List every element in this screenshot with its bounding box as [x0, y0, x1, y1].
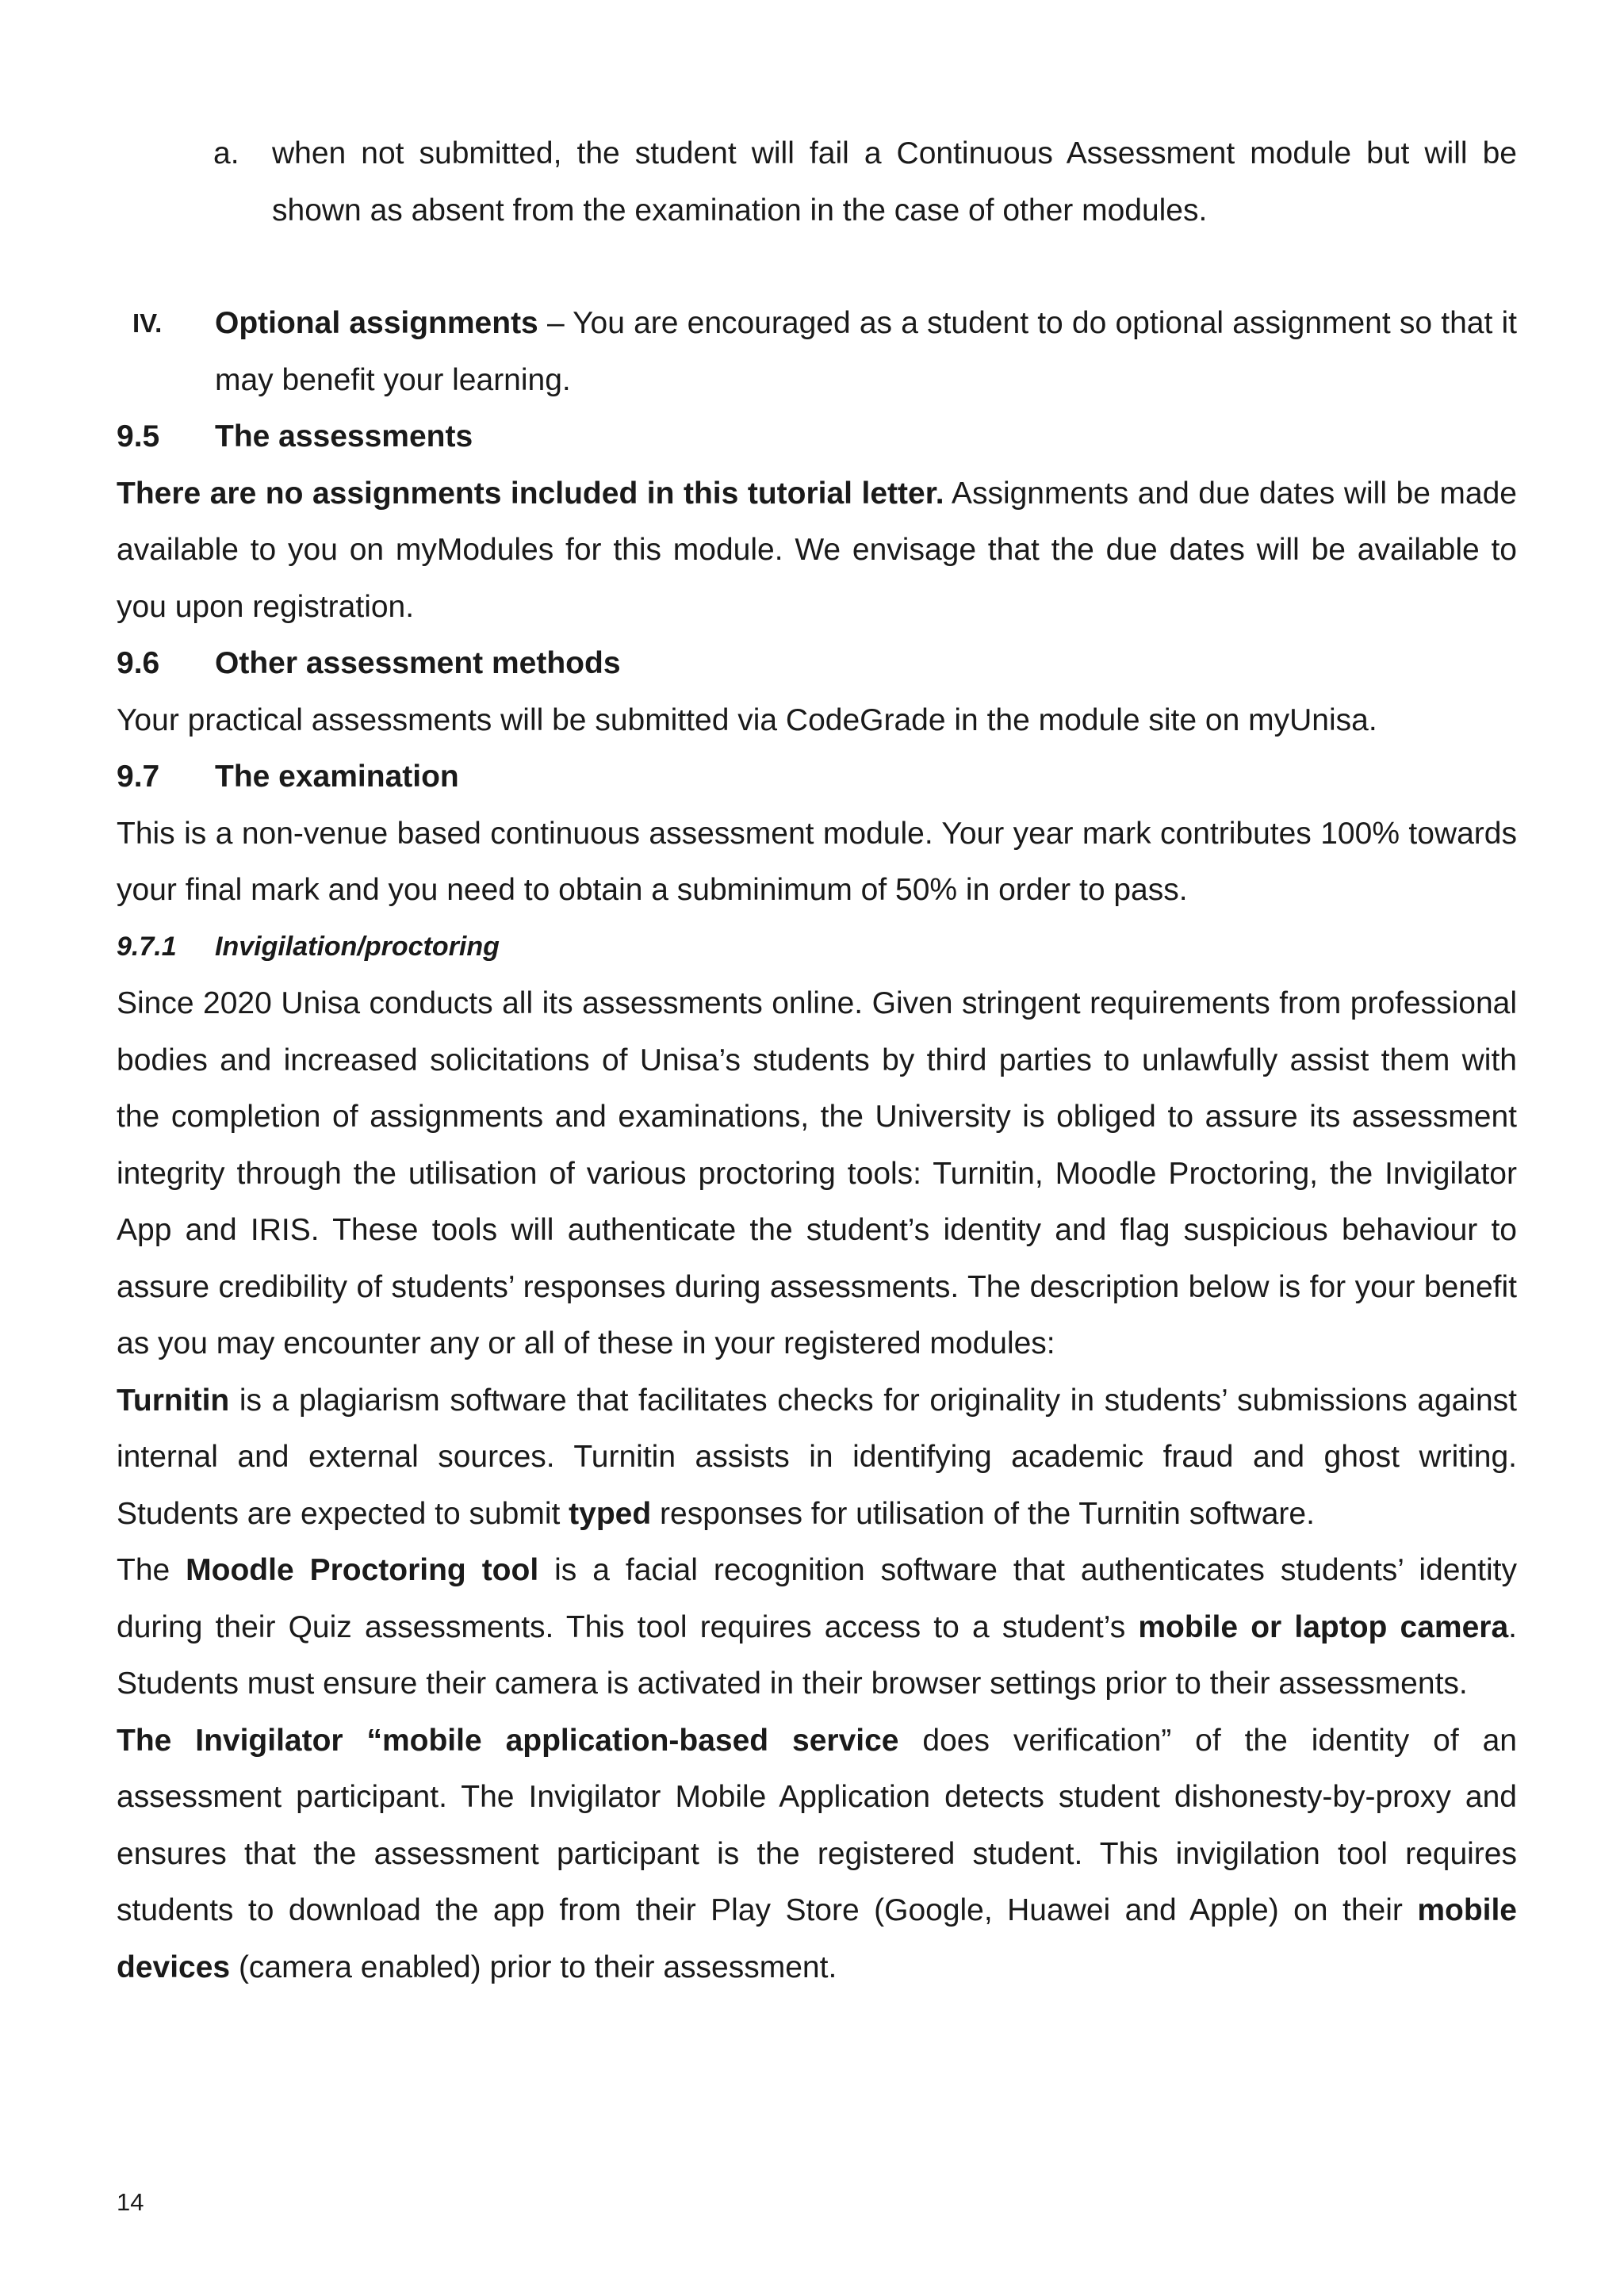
section-heading-9-6 [117, 635, 1517, 692]
list-marker-a: a. [213, 136, 239, 170]
list-item-iv-text: Optional assignments – You are encouraged as a student to do optional assignment so that it may benefit your learning. [215, 306, 1517, 397]
page-number: 14 [117, 2188, 144, 2216]
section-heading-9-7 [117, 748, 1517, 806]
section-title: The assessments [215, 419, 473, 453]
other-methods-paragraph: Your practical assessments will be submitted via CodeGrade in the module site on myUnisa. [117, 702, 1377, 737]
list-item-a-text: when not submitted, the student will fail a Continuous Assessment module but will be shown as absent from the examination in the case of other modules. [272, 136, 1517, 228]
section-number: 9.6 [117, 646, 160, 680]
moodle-paragraph: The Moodle Proctoring tool is a facial recognition software that authenticates students’ identity during their Quiz assessments. This tool requires access to a student’s mobile or laptop camera. Students must ensure their camera is activated in their browser settings prior to their assessments. [117, 1553, 1518, 1701]
examination-paragraph: This is a non-venue based continuous assessment module. Your year mark contributes 100% towards your final mark and you need to obtain a subminimum of 50% in order to pass. [117, 816, 1517, 907]
assessments-paragraph: There are no assignments included in this tutorial letter. Assignments and due dates will be made available to you on myModules for this module. We envisage that the due dates will be available to you upon registration. [117, 476, 1517, 624]
list-item-iv [117, 295, 1517, 408]
section-number: 9.7 [117, 760, 160, 794]
subsection-heading-9-7-1 [117, 919, 1517, 976]
invigilator-paragraph: The Invigilator “mobile application-based service does verification” of the identity of an assessment participant. The Invigilator Mobile Application detects student dishonesty-by-proxy and ensures that the assessment participant is the registered student. This invigilation tool requires students to download the app from their Play Store (Google, Huawei and Apple) on their mobile devices (camera enabled) prior to their assessment. [117, 1723, 1517, 1984]
turnitin-paragraph: Turnitin is a plagiarism software that facilitates checks for originality in students’ submissions against internal and external sources. Turnitin assists in identifying academic fraud and ghost writing. Students are expected to submit typed responses for utilisation of the Turnitin software. [117, 1383, 1517, 1531]
invigilation-paragraph: Since 2020 Unisa conducts all its assessments online. Given stringent requirements from professional bodies and increased solicitations of Unisa’s students by third parties to unlawfully assist them with the completion of assignments and examinations, the University is obliged to assure its assessment integrity through the utilisation of various proctoring tools: Turnitin, Moodle Proctoring, the Invigilator App and IRIS. These tools will authenticate the student’s identity and flag suspicious behaviour to assure credibility of students’ responses during assessments. The description below is for your benefit as you may encounter any or all of these in your registered modules: [117, 986, 1517, 1360]
list-marker-iv: IV. [132, 308, 163, 338]
section-heading-9-5 [117, 408, 1517, 465]
subsection-number: 9.7.1 [117, 931, 177, 962]
page-content [117, 125, 1517, 1996]
subsection-title: Invigilation/proctoring [215, 931, 500, 962]
section-number: 9.5 [117, 419, 160, 453]
list-item-a [117, 125, 1517, 239]
section-title: The examination [215, 760, 459, 794]
section-title: Other assessment methods [215, 646, 621, 680]
optional-assignments-term: Optional assignments [215, 306, 538, 340]
